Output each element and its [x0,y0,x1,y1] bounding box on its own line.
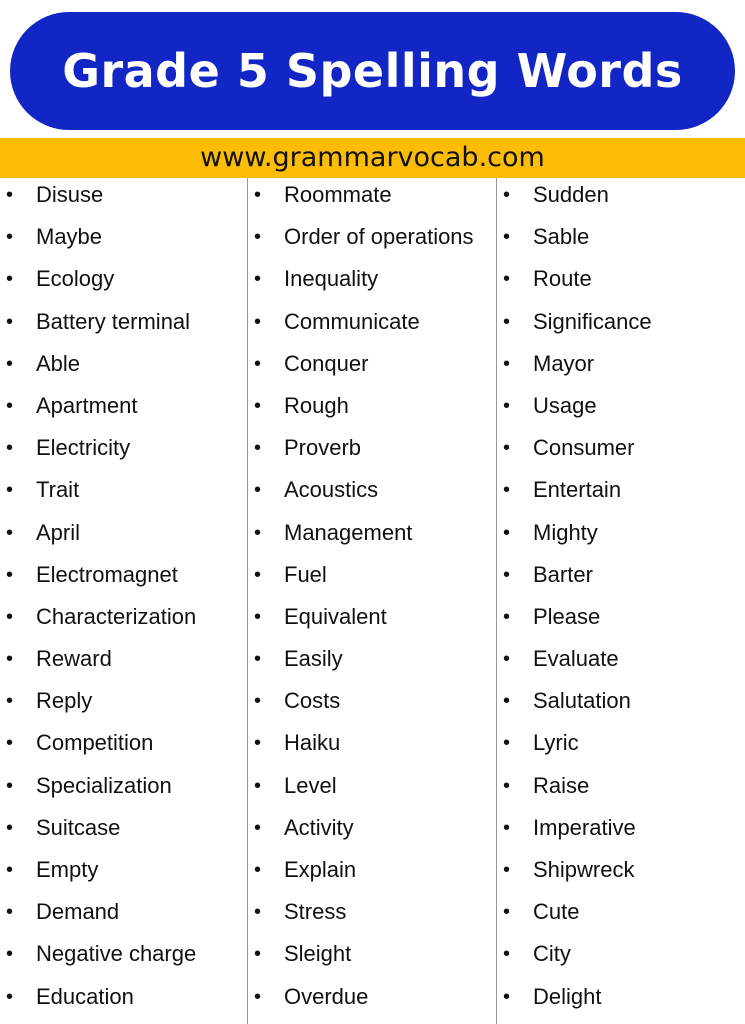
word-item: • Electromagnet [0,558,247,600]
word-item: • Entertain [497,473,745,515]
word-item: • Characterization [0,600,247,642]
word-item: • Order of operations [248,220,496,262]
word-item: • Easily [248,642,496,684]
word-item: • Ecology [0,262,247,304]
word-item: • Level [248,769,496,811]
word-columns [0,178,745,1024]
word-item: • Able [0,347,247,389]
word-item: • Reply [0,684,247,726]
word-item: • Costs [248,684,496,726]
word-item: • Maybe [0,220,247,262]
word-item: • Trait [0,473,247,515]
word-item: • Communicate [248,305,496,347]
word-item: • Salutation [497,684,745,726]
word-item: • Disuse [0,178,247,220]
word-list-column-2 [248,178,496,1022]
word-item: • Cute [497,895,745,937]
word-item: • Battery terminal [0,305,247,347]
word-item: • Education [0,980,247,1022]
word-item: • Specialization [0,769,247,811]
word-item: • Reward [0,642,247,684]
title-banner [10,12,735,130]
word-item: • Raise [497,769,745,811]
word-list-column-3 [497,178,745,1022]
website-bar [0,138,745,178]
word-item: • Empty [0,853,247,895]
word-item: • City [497,937,745,979]
word-item: • Please [497,600,745,642]
word-item: • April [0,516,247,558]
word-item: • Usage [497,389,745,431]
word-item: • Sleight [248,937,496,979]
word-item: • Suitcase [0,811,247,853]
word-item: • Shipwreck [497,853,745,895]
word-item: • Equivalent [248,600,496,642]
word-item: • Evaluate [497,642,745,684]
word-item: • Sudden [497,178,745,220]
word-item: • Rough [248,389,496,431]
word-item: • Apartment [0,389,247,431]
word-item: • Delight [497,980,745,1022]
word-item: • Fuel [248,558,496,600]
word-item: • Explain [248,853,496,895]
website-url: www.grammarvocab.com [200,142,545,173]
word-item: • Imperative [497,811,745,853]
word-item: • Consumer [497,431,745,473]
word-item: • Significance [497,305,745,347]
word-item: • Negative charge [0,937,247,979]
word-list-column-1 [0,178,247,1022]
word-item: • Barter [497,558,745,600]
word-item: • Haiku [248,726,496,768]
word-item: • Mayor [497,347,745,389]
word-item: • Route [497,262,745,304]
word-item: • Roommate [248,178,496,220]
word-item: • Activity [248,811,496,853]
word-item: • Competition [0,726,247,768]
word-item: • Proverb [248,431,496,473]
word-item: • Conquer [248,347,496,389]
word-item: • Electricity [0,431,247,473]
page-title: Grade 5 Spelling Words [62,44,683,98]
word-item: • Mighty [497,516,745,558]
word-item: • Management [248,516,496,558]
word-item: • Demand [0,895,247,937]
word-item: • Acoustics [248,473,496,515]
word-item: • Overdue [248,980,496,1022]
word-item: • Inequality [248,262,496,304]
word-item: • Stress [248,895,496,937]
word-item: • Sable [497,220,745,262]
word-item: • Lyric [497,726,745,768]
